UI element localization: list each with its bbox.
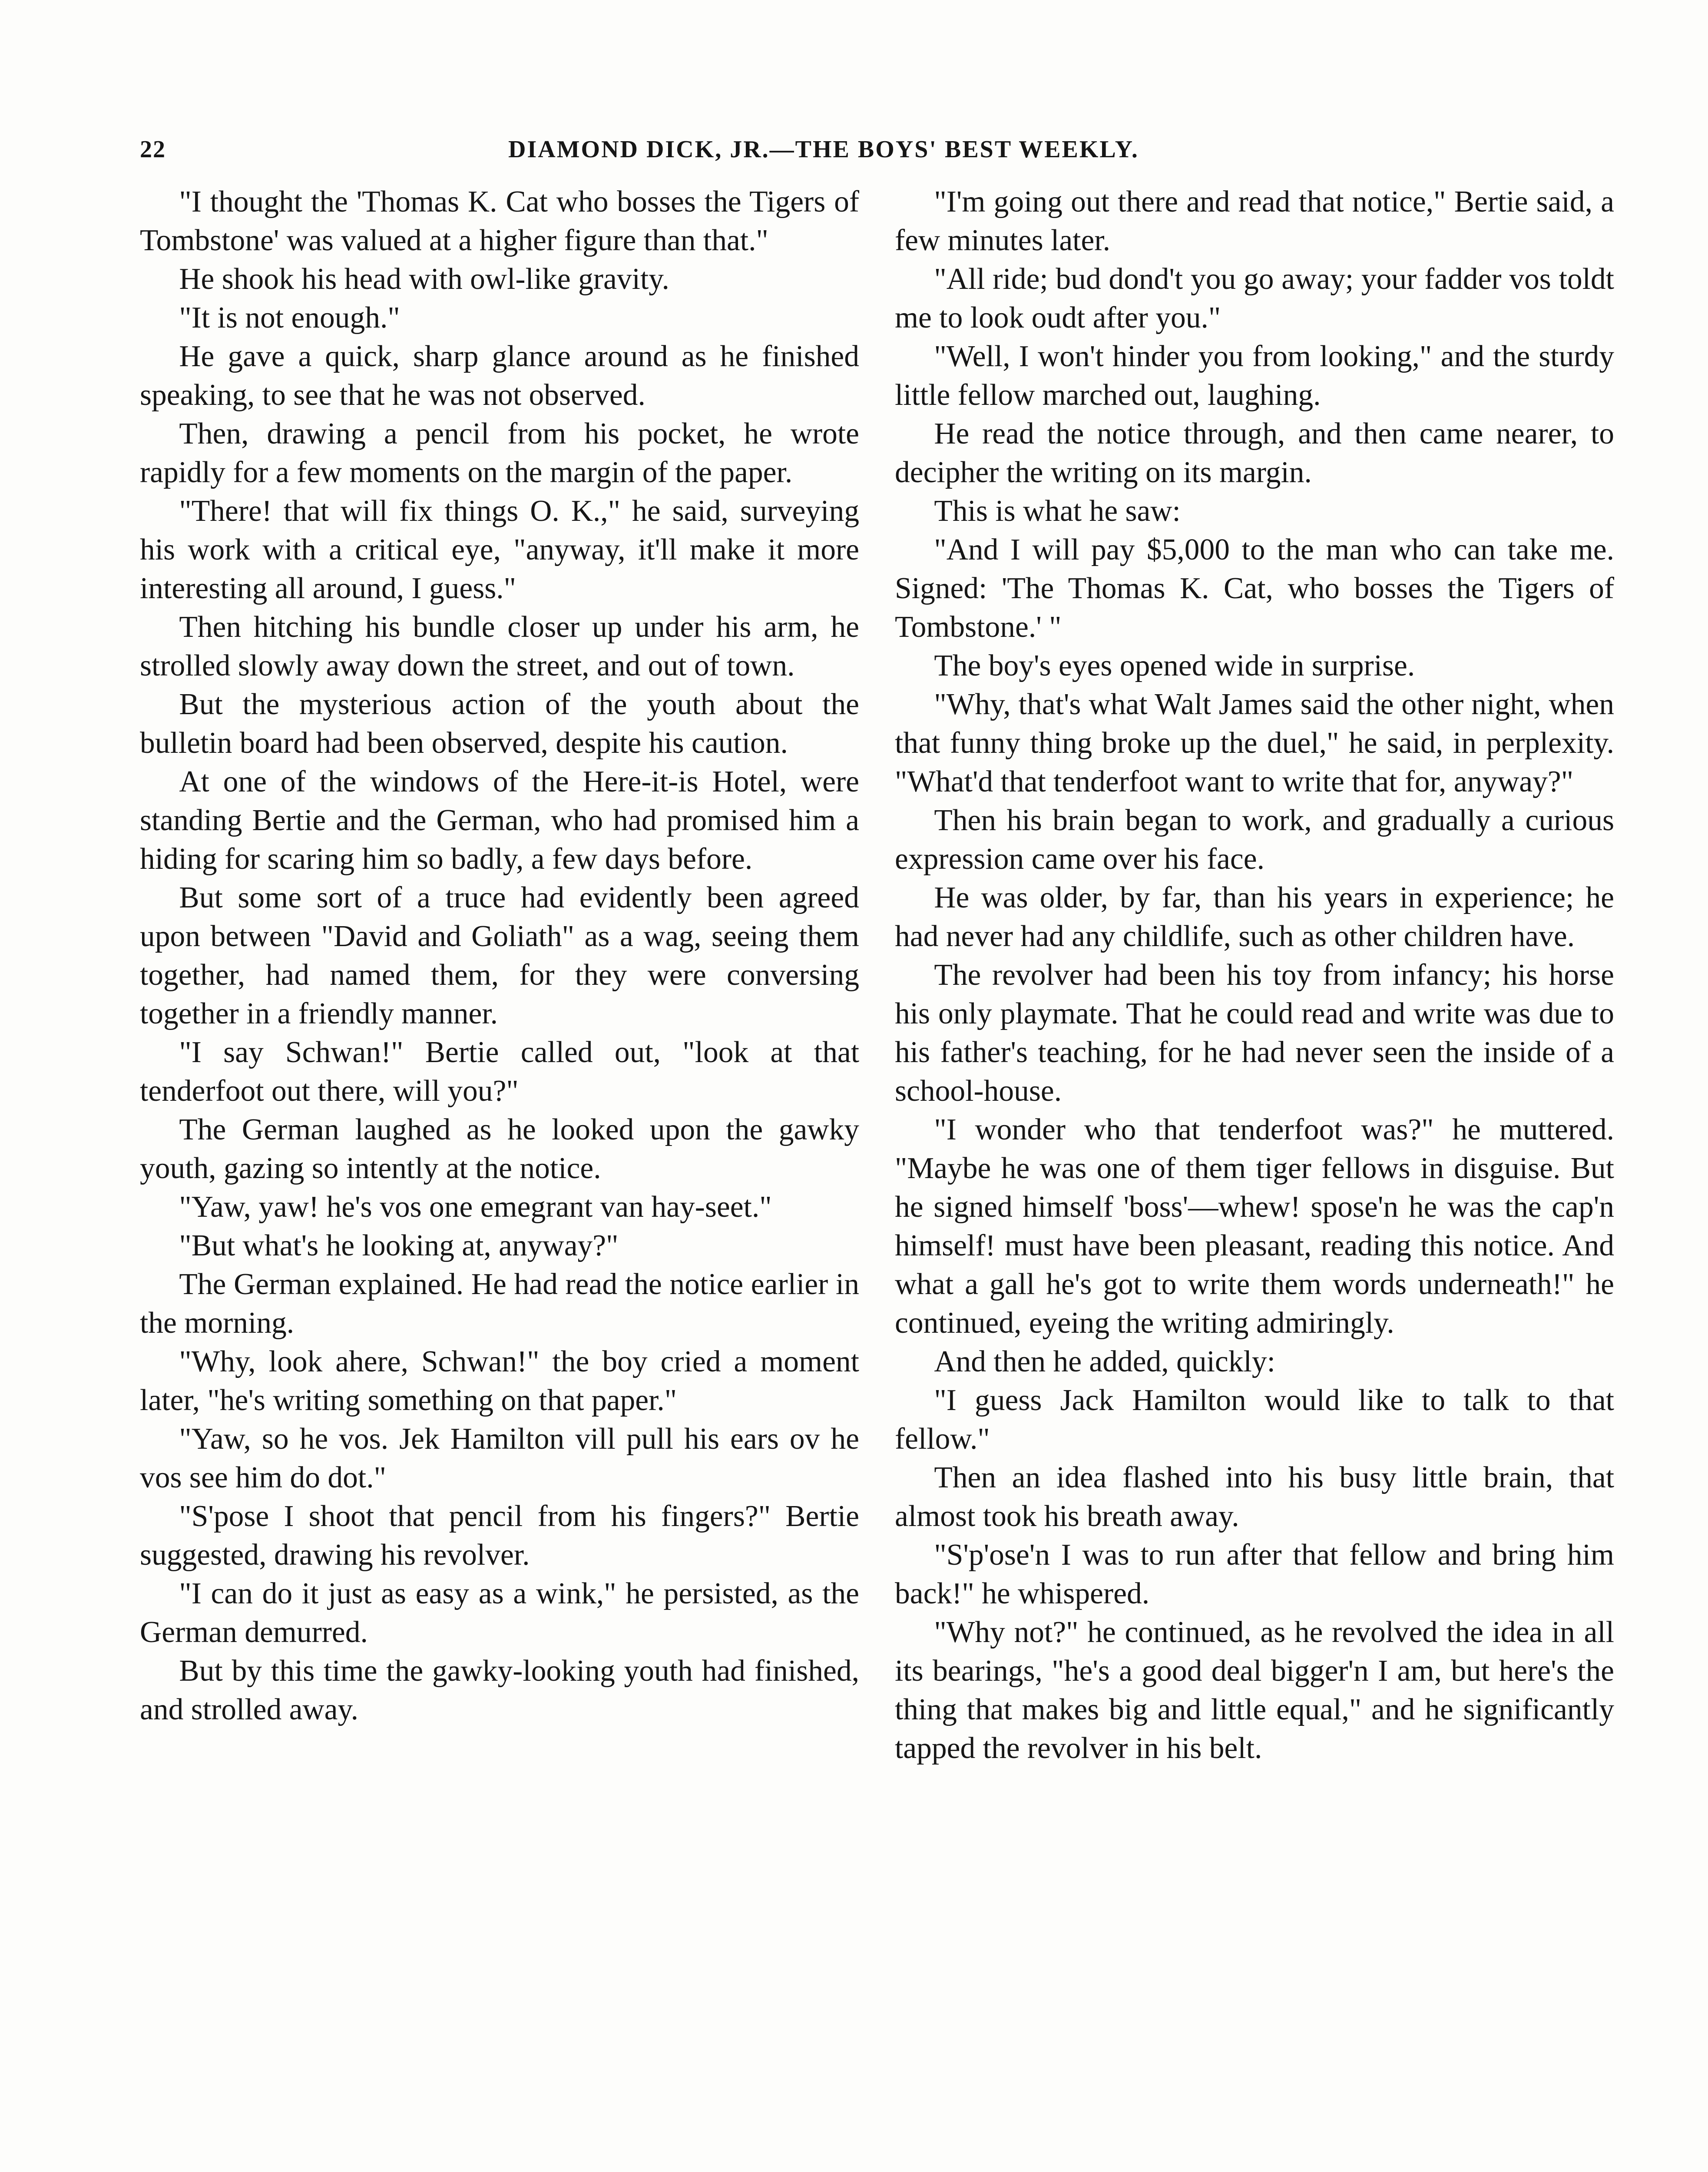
paragraph: "Yaw, yaw! he's vos one emegrant van hay-seet." bbox=[179, 1190, 772, 1224]
paragraph: "I thought the 'Thomas K. Cat who bosses the Tigers of Tombstone' was valued at a higher figure than that." bbox=[140, 185, 859, 257]
paragraph: Then, drawing a pencil from his pocket, he wrote rapidly for a few moments on the margin of the paper. bbox=[140, 417, 859, 489]
paragraph: "Why not?" he continued, as he revolved the idea in all its bearings, "he's a good deal bigger'n I am, but here's the thing that makes big and little equal," and he significantly tapped the revolver in his belt. bbox=[895, 1616, 1614, 1765]
paragraph: "Why, look ahere, Schwan!" the boy cried a moment later, "he's writing something on that paper." bbox=[140, 1345, 859, 1417]
paragraph: He read the notice through, and then came nearer, to decipher the writing on its margin. bbox=[895, 417, 1614, 489]
paragraph: "I can do it just as easy as a wink," he persisted, as the German demurred. bbox=[140, 1577, 859, 1649]
paragraph: "And I will pay $5,000 to the man who can take me. Signed: 'The Thomas K. Cat, who bosses the Tigers of Tombstone.' " bbox=[895, 533, 1614, 644]
paragraph: "It is not enough." bbox=[179, 301, 400, 334]
paragraph: But the mysterious action of the youth about the bulletin board had been observed, despite his caution. bbox=[140, 688, 859, 760]
left-column bbox=[140, 182, 859, 1729]
paragraph: Then his brain began to work, and gradually a curious expression came over his face. bbox=[895, 804, 1614, 876]
right-column bbox=[895, 182, 1614, 1768]
running-head: DIAMOND DICK, JR.—THE BOYS' BEST WEEKLY. bbox=[508, 136, 1139, 163]
paragraph: The boy's eyes opened wide in surprise. bbox=[934, 649, 1415, 682]
paragraph: "S'pose I shoot that pencil from his fingers?" Bertie suggested, drawing his revolver. bbox=[140, 1500, 859, 1572]
paragraph: "There! that will fix things O. K.," he said, surveying his work with a critical eye, "anyway, it'll make it more interesting all around, I guess." bbox=[140, 494, 859, 605]
paragraph: The German explained. He had read the notice earlier in the morning. bbox=[140, 1268, 859, 1340]
paragraph: "I guess Jack Hamilton would like to talk to that fellow." bbox=[895, 1384, 1614, 1456]
paragraph: This is what he saw: bbox=[934, 494, 1181, 528]
paragraph: "But what's he looking at, anyway?" bbox=[179, 1229, 619, 1262]
page-number: 22 bbox=[140, 136, 166, 163]
paragraph: But some sort of a truce had evidently been agreed upon between "David and Goliath" as a wag, seeing them together, had named them, for they were conversing together in a friendly manner. bbox=[140, 881, 859, 1030]
paragraph: "S'p'ose'n I was to run after that fellow and bring him back!" he whispered. bbox=[895, 1538, 1614, 1610]
paragraph: At one of the windows of the Here-it-is Hotel, were standing Bertie and the German, who had promised him a hiding for scaring him so badly, a few days before. bbox=[140, 765, 859, 876]
paragraph: "I say Schwan!" Bertie called out, "look at that tenderfoot out there, will you?" bbox=[140, 1036, 859, 1108]
paragraph: He was older, by far, than his years in experience; he had never had any childlife, such as other children have. bbox=[895, 881, 1614, 953]
paragraph: He shook his head with owl-like gravity. bbox=[179, 262, 669, 296]
paragraph: "All ride; bud dond't you go away; your fadder vos toldt me to look oudt after you." bbox=[895, 262, 1614, 334]
paragraph: "Why, that's what Walt James said the other night, when that funny thing broke up the duel," he said, in perplexity. "What'd that tenderfoot want to write that for, anyway?" bbox=[895, 688, 1614, 798]
paragraph: "Well, I won't hinder you from looking," and the sturdy little fellow marched out, laughing. bbox=[895, 340, 1614, 412]
paragraph: Then hitching his bundle closer up under his arm, he strolled slowly away down the street, and out of town. bbox=[140, 610, 859, 682]
paragraph: "I wonder who that tenderfoot was?" he muttered. "Maybe he was one of them tiger fellows in disguise. But he signed himself 'boss'—whew! spose'n he was the cap'n himself! must have been pleasant, reading this notice. And what a gall he's got to write them words underneath!" he continued, eyeing the writing admiringly. bbox=[895, 1113, 1614, 1340]
paragraph: The revolver had been his toy from infancy; his horse his only playmate. That he could read and write was due to his father's teaching, for he had never seen the inside of a school-house. bbox=[895, 958, 1614, 1108]
paragraph: He gave a quick, sharp glance around as he finished speaking, to see that he was not observed. bbox=[140, 340, 859, 412]
paragraph: "Yaw, so he vos. Jek Hamilton vill pull his ears ov he vos see him do dot." bbox=[140, 1422, 859, 1494]
paragraph: Then an idea flashed into his busy little brain, that almost took his breath away. bbox=[895, 1461, 1614, 1533]
paragraph: And then he added, quickly: bbox=[934, 1345, 1275, 1378]
paragraph: But by this time the gawky-looking youth had finished, and strolled away. bbox=[140, 1654, 859, 1726]
paragraph: "I'm going out there and read that notice," Bertie said, a few minutes later. bbox=[895, 185, 1614, 257]
paragraph: The German laughed as he looked upon the gawky youth, gazing so intently at the notice. bbox=[140, 1113, 859, 1185]
